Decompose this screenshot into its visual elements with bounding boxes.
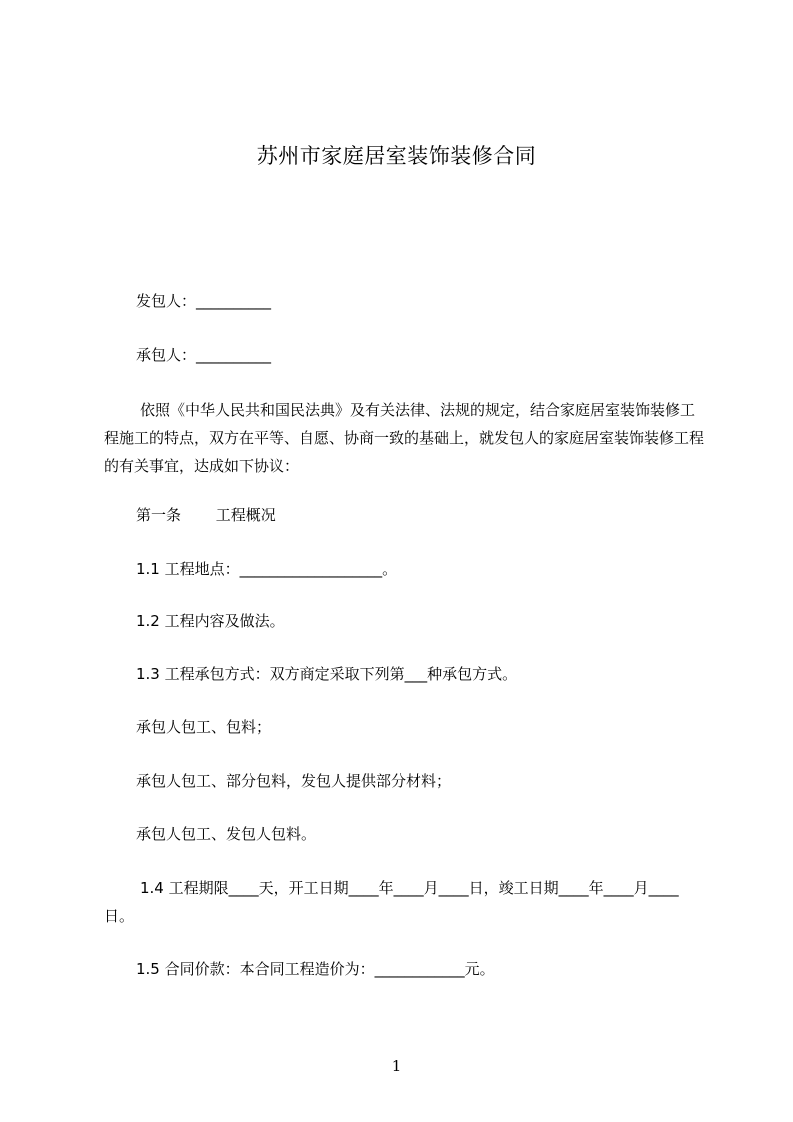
document-title: 苏州市家庭居室装饰装修合同 <box>256 144 537 168</box>
item-1-3: 1.3 工程承包方式：双方商定采取下列第___种承包方式。 <box>136 665 518 683</box>
employer-field: 发包人：__________ <box>136 292 272 310</box>
option-c: 承包人包工、发包人包料。 <box>136 825 317 843</box>
item-1-5: 1.5 合同价款：本合同工程造价为：____________元。 <box>136 960 495 978</box>
option-a: 承包人包工、包料； <box>136 718 272 736</box>
intro-paragraph <box>104 396 704 480</box>
item-1-4-paragraph <box>104 874 704 930</box>
item-1-4: 1.4 工程期限____天，开工日期____年____月____日，竣工日期____年____月____日。 <box>104 879 679 925</box>
intro-text: 依照《中华人民共和国民法典》及有关法律、法规的规定，结合家庭居室装饰装修工程施工的特点，双方在平等、自愿、协商一致的基础上，就发包人的家庭居室装饰装修工程的有关事宜，达成如下协议： <box>104 401 705 475</box>
page-number: 1 <box>391 1057 402 1075</box>
contractor-field: 承包人：__________ <box>136 346 272 364</box>
option-b: 承包人包工、部分包料，发包人提供部分材料； <box>136 772 452 790</box>
item-1-1: 1.1 工程地点：___________________。 <box>136 560 398 578</box>
item-1-2: 1.2 工程内容及做法。 <box>136 612 285 630</box>
article-1-heading: 第一条 工程概况 <box>136 506 276 524</box>
